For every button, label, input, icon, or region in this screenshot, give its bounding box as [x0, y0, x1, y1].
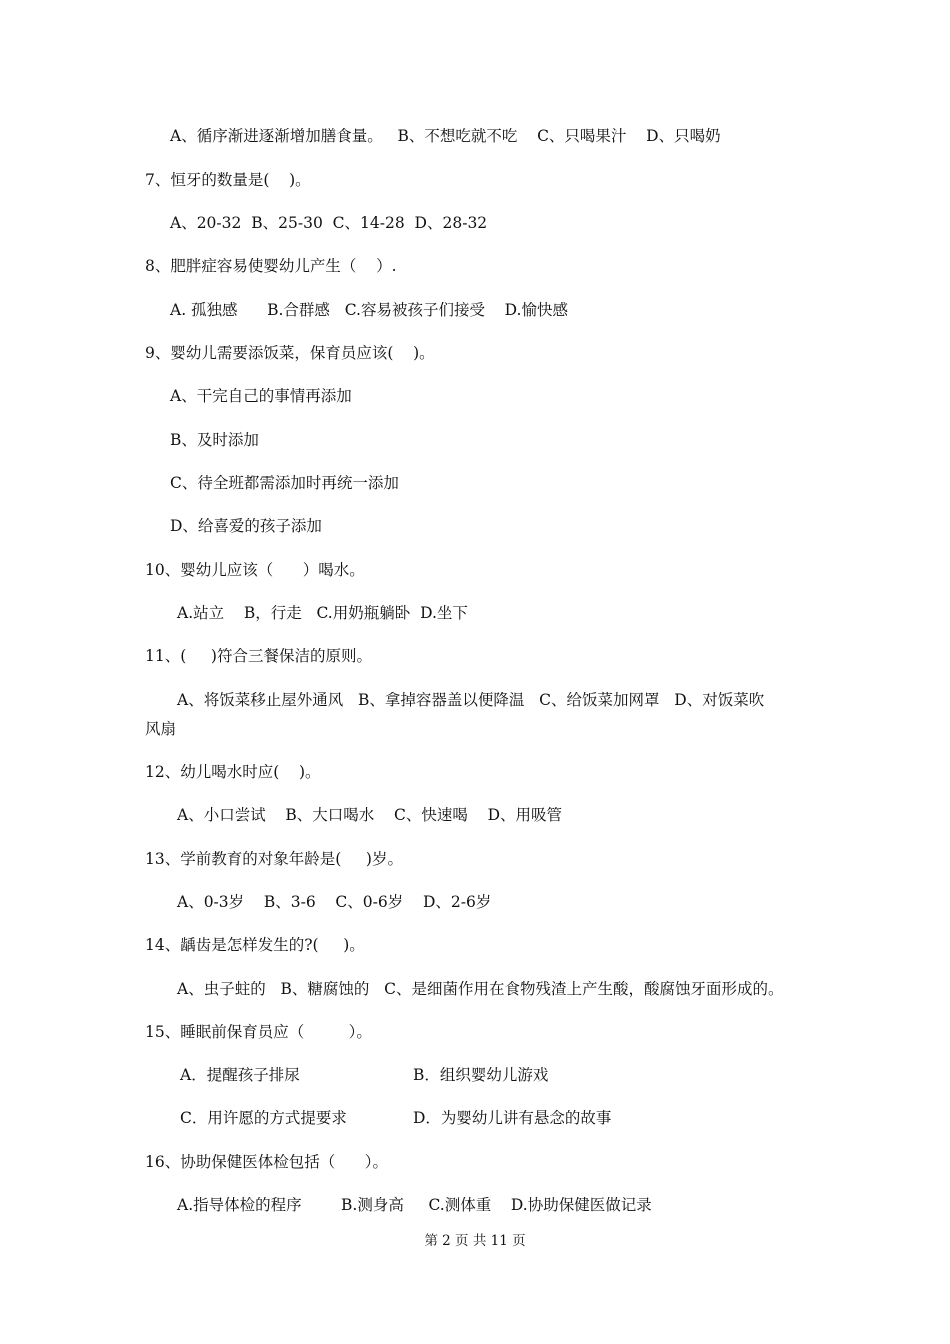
- question-9-option-b: B、及时添加: [170, 431, 259, 449]
- question-8-options: A. 孤独感 B.合群感 C.容易被孩子们接受 D.愉快感: [170, 301, 568, 319]
- question-12-options: A、小口尝试 B、大口喝水 C、快速喝 D、用吸管: [177, 806, 562, 824]
- question-9-option-d: D、给喜爱的孩子添加: [170, 517, 322, 535]
- question-15-option-d: D．为婴幼儿讲有悬念的故事: [413, 1109, 612, 1127]
- question-13-options: A、0-3岁 B、3-6 C、0-6岁 D、2-6岁: [177, 893, 492, 911]
- question-8: 8、肥胖症容易使婴幼儿产生（ ）.: [145, 257, 397, 275]
- question-9: 9、婴幼儿需要添饭菜，保育员应该( )。: [145, 344, 435, 362]
- question-16-options: A.指导体检的程序 B.测身高 C.测体重 D.协助保健医做记录: [177, 1196, 652, 1214]
- question-7: 7、恒牙的数量是( )。: [145, 171, 311, 189]
- option-line: A、循序渐进逐渐增加膳食量。 B、不想吃就不吃 C、只喝果汁 D、只喝奶: [170, 127, 721, 145]
- page-footer: 第 2 页 共 11 页: [424, 1233, 526, 1249]
- question-15-option-c: C．用许愿的方式提要求: [180, 1109, 347, 1127]
- question-11-options: A、将饭菜移止屋外通风 B、拿掉容器盖以便降温 C、给饭菜加网罩 D、对饭菜吹: [177, 691, 765, 709]
- question-10-options: A.站立 B，行走 C.用奶瓶躺卧 D.坐下: [177, 604, 468, 622]
- question-9-option-a: A、干完自己的事情再添加: [170, 387, 352, 405]
- question-16: 16、协助保健医体检包括（ ）。: [145, 1153, 389, 1171]
- question-10: 10、婴幼儿应该（ ）喝水。: [145, 561, 365, 579]
- question-11-options-wrap: 风扇: [145, 720, 177, 738]
- question-12: 12、幼儿喝水时应( )。: [145, 763, 321, 781]
- question-7-options: A、20-32 B、25-30 C、14-28 D、28-32: [170, 214, 488, 232]
- question-9-option-c: C、待全班都需添加时再统一添加: [170, 474, 399, 492]
- question-13: 13、学前教育的对象年龄是( )岁。: [145, 850, 403, 868]
- question-15-option-a: A．提醒孩子排尿: [180, 1066, 300, 1084]
- question-15-option-b: B．组织婴幼儿游戏: [413, 1066, 549, 1084]
- question-11: 11、( )符合三餐保洁的原则。: [145, 647, 372, 665]
- question-15: 15、睡眠前保育员应（ ）。: [145, 1023, 372, 1041]
- question-14-options: A、虫子蛀的 B、糖腐蚀的 C、是细菌作用在食物残渣上产生酸，酸腐蚀牙面形成的。: [177, 980, 784, 998]
- question-14: 14、龋齿是怎样发生的?( )。: [145, 936, 365, 954]
